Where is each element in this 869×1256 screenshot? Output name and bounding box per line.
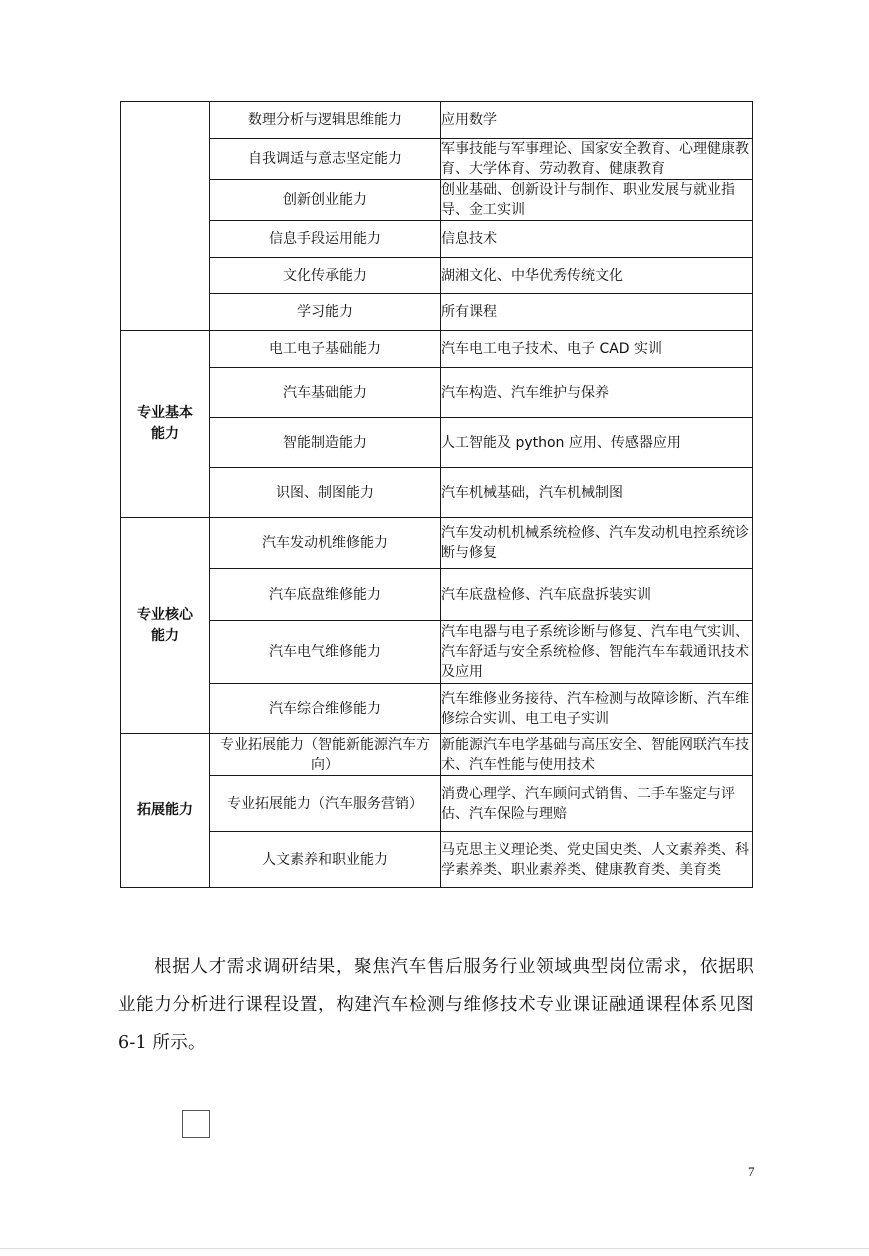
table-row (121, 368, 753, 418)
table-row (121, 294, 753, 331)
body-paragraph: 根据人才需求调研结果，聚焦汽车售后服务行业领域典型岗位需求，依据职业能力分析进行课程设置，构建汽车检测与维修技术专业课证融通课程体系见图6-1 所示。 (118, 956, 754, 1053)
ability-cell: 汽车电气维修能力 (210, 621, 441, 684)
ability-cell: 创新创业能力 (210, 180, 441, 221)
category-cell: 拓展能力 (121, 734, 210, 888)
table-row (121, 418, 753, 468)
course-cell: 军事技能与军事理论、国家安全教育、心理健康教育、大学体育、劳动教育、健康教育 (441, 139, 753, 180)
category-cell: 专业核心能力 (121, 518, 210, 734)
table-row (121, 258, 753, 294)
table-row (121, 518, 753, 569)
course-cell: 信息技术 (441, 221, 753, 258)
page-bottom-divider (0, 1248, 869, 1249)
table-row (121, 221, 753, 258)
course-cell: 汽车电器与电子系统诊断与修复、汽车电气实训、汽车舒适与安全系统检修、智能汽车车载通讯技术及应用 (441, 621, 753, 684)
course-cell: 马克思主义理论类、党史国史类、人文素养类、科学素养类、职业素养类、健康教育类、美育类 (441, 832, 753, 888)
course-cell: 人工智能及 python 应用、传感器应用 (441, 418, 753, 468)
ability-cell: 汽车底盘维修能力 (210, 569, 441, 621)
course-cell: 汽车发动机机械系统检修、汽车发动机电控系统诊断与修复 (441, 518, 753, 569)
course-cell: 湖湘文化、中华优秀传统文化 (441, 258, 753, 294)
course-cell: 创业基础、创新设计与制作、职业发展与就业指导、金工实训 (441, 180, 753, 221)
figure-placeholder (182, 1110, 210, 1138)
category-cell: 专业基本能力 (121, 331, 210, 518)
table-row (121, 331, 753, 368)
ability-cell: 电工电子基础能力 (210, 331, 441, 368)
course-cell: 所有课程 (441, 294, 753, 331)
table-row (121, 468, 753, 518)
page-number: 7 (748, 1164, 755, 1179)
ability-cell: 学习能力 (210, 294, 441, 331)
ability-cell: 信息手段运用能力 (210, 221, 441, 258)
ability-cell: 专业拓展能力（智能新能源汽车方向） (210, 734, 441, 776)
table-row (121, 734, 753, 776)
table-row (121, 569, 753, 621)
ability-cell: 汽车基础能力 (210, 368, 441, 418)
table-row (121, 776, 753, 832)
ability-course-table (120, 101, 753, 888)
table-row (121, 102, 753, 139)
ability-cell: 汽车发动机维修能力 (210, 518, 441, 569)
ability-cell: 人文素养和职业能力 (210, 832, 441, 888)
category-cell (121, 102, 210, 331)
course-cell: 应用数学 (441, 102, 753, 139)
ability-cell: 识图、制图能力 (210, 468, 441, 518)
table-row (121, 621, 753, 684)
ability-cell: 智能制造能力 (210, 418, 441, 468)
course-cell: 汽车构造、汽车维护与保养 (441, 368, 753, 418)
ability-cell: 自我调适与意志坚定能力 (210, 139, 441, 180)
table-row (121, 139, 753, 180)
course-cell: 汽车机械基础，汽车机械制图 (441, 468, 753, 518)
course-cell: 汽车维修业务接待、汽车检测与故障诊断、汽车维修综合实训、电工电子实训 (441, 684, 753, 734)
course-cell: 汽车底盘检修、汽车底盘拆装实训 (441, 569, 753, 621)
table-row (121, 832, 753, 888)
ability-cell: 文化传承能力 (210, 258, 441, 294)
ability-cell: 汽车综合维修能力 (210, 684, 441, 734)
table-row (121, 180, 753, 221)
course-cell: 新能源汽车电学基础与高压安全、智能网联汽车技术、汽车性能与使用技术 (441, 734, 753, 776)
table-row (121, 684, 753, 734)
ability-cell: 专业拓展能力（汽车服务营销） (210, 776, 441, 832)
course-cell: 消费心理学、汽车顾问式销售、二手车鉴定与评估、汽车保险与理赔 (441, 776, 753, 832)
course-cell: 汽车电工电子技术、电子 CAD 实训 (441, 331, 753, 368)
ability-cell: 数理分析与逻辑思维能力 (210, 102, 441, 139)
